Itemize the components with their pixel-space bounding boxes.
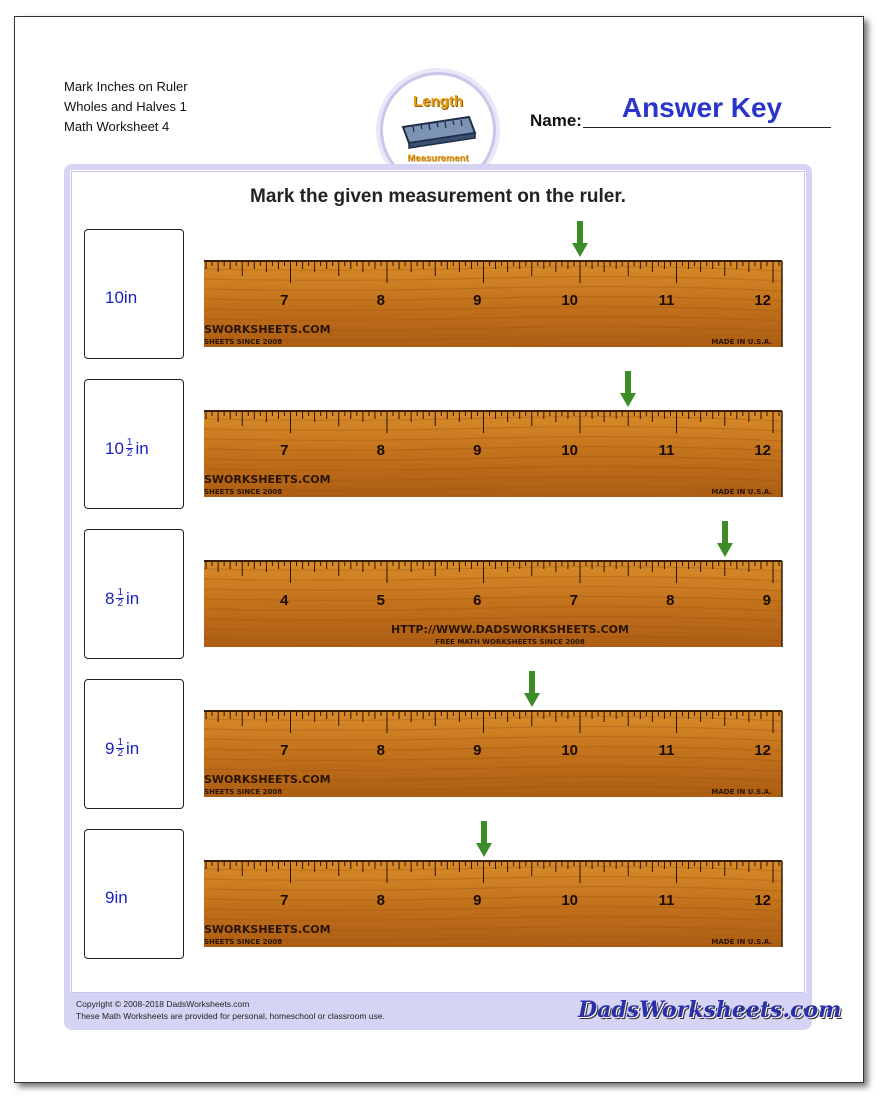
fraction [126,438,134,459]
measurement-value [105,738,139,759]
ruler-inch-label: 9 [473,292,482,309]
answer-arrow-icon [476,821,492,859]
name-field-line[interactable] [583,127,831,128]
instructions: Mark the given measurement on the ruler. [250,186,626,207]
ruler-made-in: MADE IN U.S.A. [711,788,772,796]
ruler-inch-label: 4 [280,592,289,609]
whole-inches: 10 [105,288,124,307]
whole-inches: 10 [105,438,124,458]
ruler-inch-label: 7 [280,892,289,909]
ruler-inch-label: 6 [473,592,482,609]
ruler-inch-label: 12 [754,442,771,459]
ruler-made-in: MADE IN U.S.A. [711,938,772,946]
measurement-value [105,288,137,308]
ruler-inch-label: 8 [666,592,675,609]
worksheet-subtitle: Wholes and Halves 1 [64,99,187,114]
answer-arrow-icon [717,521,733,559]
measurement-box [84,529,184,659]
measurement-value [105,588,139,609]
fraction-numerator: 1 [117,587,124,598]
ruler-inch-label: 11 [658,892,675,909]
ruler-inch-label: 8 [376,742,385,759]
ruler-inch-label: 7 [280,442,289,459]
ruler-inch-label: 9 [762,592,771,609]
ruler-inch-label: 9 [473,442,482,459]
whole-inches: 9 [105,738,115,758]
ruler-inch-label: 7 [569,592,578,609]
ruler-inch-label: 11 [658,292,675,309]
ruler-inch-label: 10 [561,892,578,909]
fraction-denominator: 2 [117,598,124,609]
ruler-brand-subtext: SHEETS SINCE 2008 [204,938,283,946]
measurement-box [84,829,184,959]
fraction-denominator: 2 [126,448,133,459]
ruler-inch-label: 8 [376,892,385,909]
ruler-inch-label: 9 [473,892,482,909]
ruler-inch-label: 8 [376,442,385,459]
unit-label: in [114,888,128,907]
ruler-inch-label: 12 [754,892,771,909]
fraction [116,738,124,759]
ruler-inch-label: 7 [280,742,289,759]
name-label: Name: [530,111,582,130]
unit-label: in [126,738,140,758]
badge-top-text: Length [413,93,463,110]
unit-label: in [135,438,149,458]
unit-label: in [126,588,140,608]
ruler[interactable] [204,529,784,647]
ruler-brand-subtext: SHEETS SINCE 2008 [204,488,283,496]
whole-inches: 8 [105,588,115,608]
unit-label: in [123,288,138,307]
measurement-box [84,229,184,359]
ruler-inch-label: 12 [754,292,771,309]
copyright-text: Copyright © 2008-2018 DadsWorksheets.com [76,999,250,1009]
ruler-inch-label: 10 [561,742,578,759]
fraction-numerator: 1 [126,437,133,448]
dadsworksheets-logo: DadsWorksheets.com [578,997,842,1023]
ruler-brand-text: SWORKSHEETS.COM [204,773,331,786]
whole-inches: 9 [105,888,115,907]
ruler-inch-label: 5 [376,592,385,609]
measurement-value [105,438,149,459]
answer-arrow-icon [572,221,588,259]
worksheet-number: Math Worksheet 4 [64,119,170,134]
ruler[interactable] [204,679,784,797]
answer-arrow-icon [524,671,540,709]
ruler-inch-label: 10 [561,442,578,459]
ruler-brand-text: SWORKSHEETS.COM [204,923,331,936]
ruler-made-in: MADE IN U.S.A. [711,488,772,496]
usage-notice: These Math Worksheets are provided for personal, homeschool or classroom use. [76,1011,385,1021]
worksheet-title: Mark Inches on Ruler [64,79,188,94]
measurement-box [84,679,184,809]
footer-copyright-block [76,998,385,1022]
badge-bottom-text: Measurement [407,153,469,164]
ruler-brand-subtext: SHEETS SINCE 2008 [204,338,283,346]
answer-key-text: Answer Key [621,92,783,123]
ruler-inch-label: 10 [561,292,578,309]
ruler-inch-label: 9 [473,742,482,759]
fraction [116,588,124,609]
measurement-value [105,888,128,908]
ruler-brand-text: SWORKSHEETS.COM [204,473,331,486]
ruler-inch-label: 8 [376,292,385,309]
ruler[interactable] [204,229,784,347]
ruler-inch-label: 7 [280,292,289,309]
ruler-brand-text: SWORKSHEETS.COM [204,323,331,336]
ruler-icon [399,113,479,149]
ruler[interactable] [204,829,784,947]
ruler[interactable] [204,379,784,497]
ruler-inch-label: 11 [658,742,675,759]
fraction-denominator: 2 [117,748,124,759]
ruler-made-in: MADE IN U.S.A. [711,338,772,346]
ruler-inch-label: 12 [754,742,771,759]
answer-arrow-icon [620,371,636,409]
ruler-inch-label: 11 [658,442,675,459]
ruler-url-text: HTTP://WWW.DADSWORKSHEETS.COM [391,623,629,636]
ruler-brand-subtext: SHEETS SINCE 2008 [204,788,283,796]
measurement-box [84,379,184,509]
worksheet-title-block [64,77,188,137]
fraction-numerator: 1 [117,737,124,748]
ruler-free-text: FREE MATH WORKSHEETS SINCE 2008 [435,638,585,646]
